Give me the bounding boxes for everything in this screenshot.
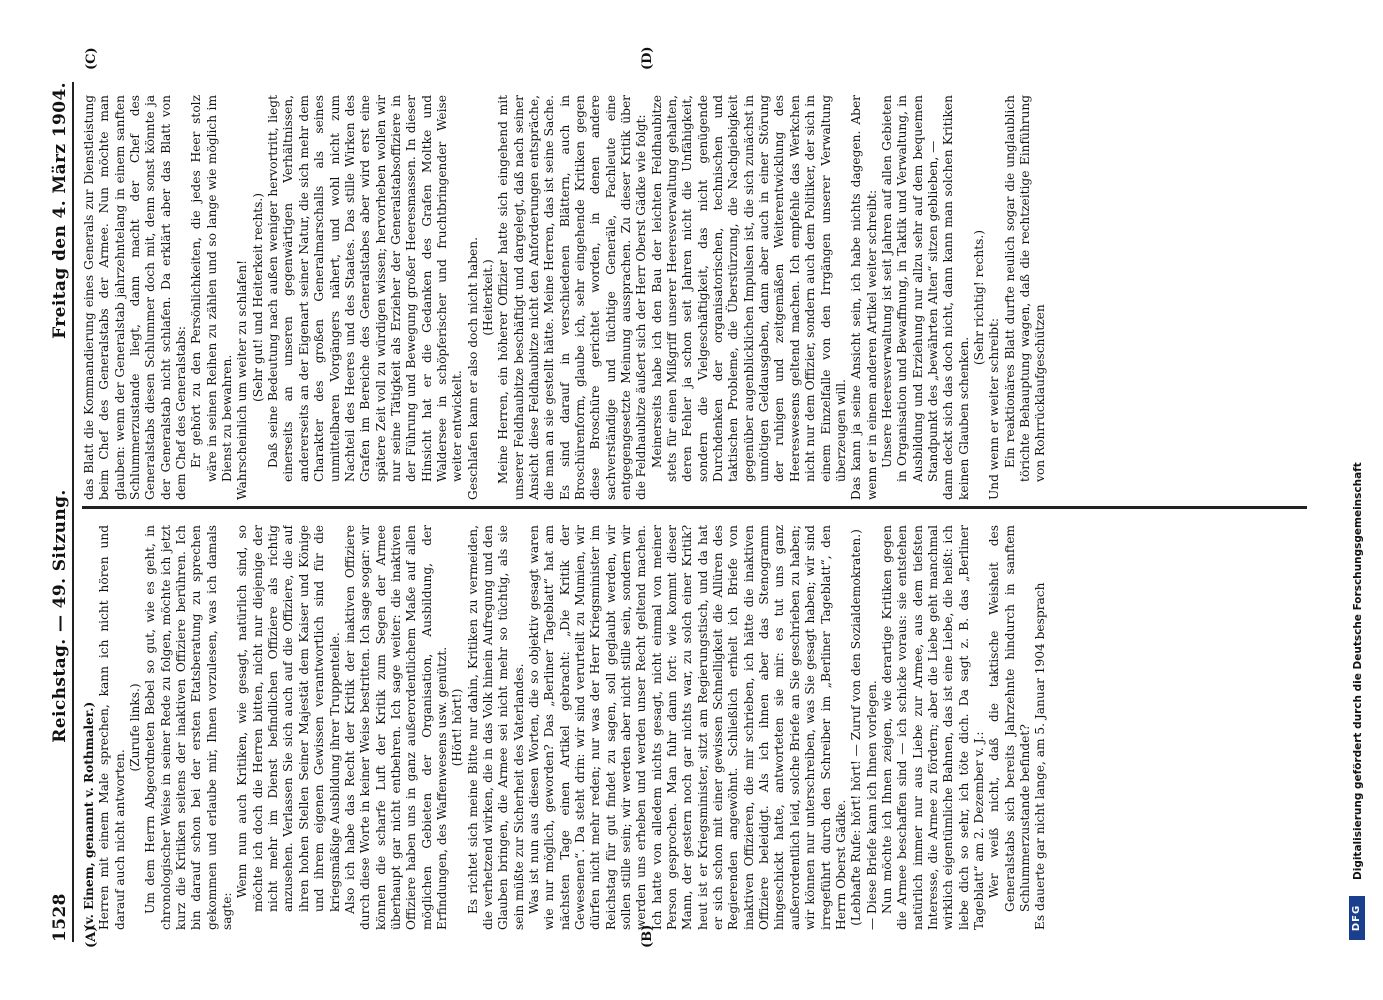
paragraph (1033, 525, 1048, 930)
column-divider (82, 506, 1307, 509)
header-session: Reichstag. — 49. Sitzung. (50, 489, 70, 743)
digitization-credit: Digitalisierung gefördert durch die Deutsche Forschungsgemeinschaft (1352, 462, 1364, 880)
paragraph-text: Nun möchte ich Ihnen zeigen, wie derartige Kritiken gegen die Armee beschaffen sind — ich schicke voraus: sie entstehen natürlich immer nur aus Liebe zur Armee, aus dem tiefsten Interesse, die Armee zu fördern; aber die Liebe geht manchmal wirklich eigentümliche Bahnen, das ist eine Liebe, die heißt: ich liebe dich so sehr, ich töte dich. Da sagt z. B. das „Berliner Tageblatt“ am 2. Dezember v. J.: (879, 525, 986, 930)
paragraph (496, 95, 649, 500)
paragraph (527, 525, 849, 930)
paragraph (251, 95, 266, 500)
paragraph-text: Wahrscheinlich um weiter zu schlafen! (235, 260, 250, 500)
paragraph-text: (Sehr gut! und Heiterkeit rechts.) (250, 193, 265, 402)
paragraph (865, 525, 880, 930)
paragraph (82, 525, 97, 930)
paragraph (97, 525, 128, 930)
paragraph-text: (Hört! hört!) (450, 688, 465, 767)
paragraph (235, 525, 342, 930)
paragraph-text: Geschlafen kann er also doch nicht haben. (465, 237, 480, 500)
paragraph-text: das Blatt die Kommandierung eines Generals zur Dienstleistung beim Chef des Generalstabs der Armee. Nun möchte man glauben: wenn der Generalstab jahrzehntelang in einem sanften Schlummerzustande liegt, dann macht der Chef des Generalstabs diesen Schlummer doch mit, denn sonst könnte ja der Generalstab nicht schlafen. Da erklärt aber das Blatt von dem Chef des Generalstabs: (82, 95, 189, 500)
paragraph-text: Meinerseits habe ich den Bau der leichten Feldhaubitze stets für einen Mißgriff unserer Heeresverwaltung gehalten, deren Fehler ja schon seit Jahren nicht die Unfähigkeit, sondern die Vielgeschäftigkeit, das nicht genügende Durchdenken der organisatorischen, technischen und taktischen Probleme, die Überstürzung, die Nachgiebigkeit gegenüber augenblicklichen Impulsen ist, die sich zunächst in unnötigen Geldausgaben, dann aber auch in einer Störung der ruhigen und zeitgemäßen Weiterentwicklung des Heereswesens geltend machen. Ich empfehle das Werkchen nicht nur dem Offizier, sondern auch dem Politiker, der sich in einem Einzelfalle von den Irrgängen unserer Verwaltung überzeugen will. (649, 95, 848, 482)
paragraph-text: dann deckt sich das doch nicht, dann kann man solchen Kritiken keinen Glauben schenken. (941, 95, 971, 500)
paragraph-text: (Lebhafte Rufe: hört! hört! — Zuruf von den Sozialdemokraten.) (849, 529, 864, 926)
paragraph (466, 95, 481, 500)
margin-marker-a: (A) (84, 925, 99, 948)
paragraph (128, 525, 143, 930)
paragraph-text: (Sehr richtig! rechts.) (971, 229, 986, 366)
paragraph (849, 95, 880, 500)
margin-marker-b: (B) (640, 924, 655, 948)
paragraph (143, 525, 235, 930)
header-date: Freitag den 4. März 1904. (50, 82, 70, 339)
paragraph-text: (Heiterkeit.) (480, 259, 495, 336)
paragraph-text: Ein reaktionäres Blatt durfte neulich sogar die unglaublich törichte Behauptung wagen, daß die rechtzeitige Einführung von Rohrrücklaufgeschützen (1002, 95, 1048, 482)
speaker-name: (v. Einem, genannt v. Rothmaler.) (82, 701, 96, 930)
paragraph (972, 95, 987, 500)
paragraph-text: Es richtet sich meine Bitte nur dahin, Kritiken zu vermeiden, die verhetzend wirken, die in das Volk hinein Aufregung und den Glauben bringen, die Armee sei nicht mehr so tüchtig, als sie sein müßte zur Sicherheit des Vaterlandes. (465, 525, 526, 930)
page-number: 1528 (50, 893, 70, 942)
margin-marker-c: (C) (84, 47, 99, 70)
paragraph (987, 95, 1002, 500)
running-header (50, 82, 72, 942)
paragraph (880, 95, 941, 500)
paragraph (1003, 95, 1049, 500)
dfg-logo: DFG (1349, 896, 1365, 940)
paragraph-text: Daß seine Bedeutung nach außen weniger hervortritt, liegt einerseits an unseren gegenwärtigen Verhältnissen, andererseits an der Eigenart seiner Natur, die sich mehr dem Charakter des großen Generalmarschalls als seines unmittelbaren Vorgängers nähert, und wohl nicht zum Nachteil des Heeres und des Staates. Das stille Wirken des Grafen im Bereiche des Generalstabes aber wird erst eine spätere Zeit voll zu würdigen wissen; hervorheben wollen wir nur seine Tätigkeit als Erzieher der Generalstabsoffiziere in der Führung und Bewegung großer Heeresmassen. In dieser Hinsicht hat er die Gedanken des Grafen Moltke und Waldersee in schöpferischer und fruchtbringender Weise weiter entwickelt. (266, 95, 465, 482)
paragraph (466, 525, 527, 930)
text-column-left (82, 525, 1312, 930)
paragraph (343, 525, 450, 930)
paragraph-text: Und wenn er weiter schreibt: (987, 318, 1002, 500)
paragraph-text: — Diese Briefe kann ich Ihnen vorlegen. (864, 680, 879, 930)
paragraph (650, 95, 849, 500)
paragraph-text: Das kann ja seine Ansicht sein, ich habe nichts dagegen. Aber wenn er in einem anderen Artikel weiter schreibt: (849, 95, 879, 500)
paragraph-text: Was ist nun aus diesen Worten, die so objektiv gesagt waren wie nur möglich, geworden? Das „Berliner Tageblatt“ hat am nächsten Tage einen Artikel gebracht: „Die Kritik der Gewesenen“. Da steht drin: wir sind verurteilt zu Mumien, wir dürfen nicht mehr reden; nur was der Herr Kriegsminister im Reichstag für gut findet zu sagen, soll geglaubt werden, wir sollen stille sein; wir werden aber nicht stille sein, sondern wir werden uns erheben und werden unser Recht geltend machen. Ich hatte von alledem nichts gesagt, nicht einmal von meiner Person gesprochen. Man fuhr dann fort: wie kommt dieser Mann, der gestern noch gar nichts war, zu solch einer Kritik? heut ist er Kriegsminister, sitzt am Regierungstisch, und da hat er sich schon mit einer gewissen Schnelligkeit die Allüren des Regierenden angewöhnt. Schließlich erhielt ich Briefe von inaktiven Offizieren, die mir schrieben, ich hätte die inaktiven Offiziere beleidigt. Als ich ihnen aber das Stenogramm hingeschickt hatte, antworteten sie mir: es tut uns ganz außerordentlich leid, solche Briefe an Sie geschrieben zu haben; wir können nur unterschreiben, was Sie gesagt haben; wir sind irregeführt durch den Schreiber im „Berliner Tageblatt“, den Herrn Oberst Gädke. (526, 525, 848, 930)
paragraph (481, 95, 496, 500)
paragraph (82, 95, 189, 500)
paragraph-text: Also ich habe das Recht der Kritik der inaktiven Offiziere durch diese Worte in keiner Weise bestritten. Ich sage sogar: wir können die scharfe Luft der Kritik zum Segen der Armee überhaupt gar nicht entbehren. Ich sage weiter: die inaktiven Offiziere haben uns in ganz außerordentlichem Maße auf allen möglichen Gebieten der Organisation, Ausbildung, der Erfindungen, des Waffenwesens usw. genützt. (342, 525, 449, 930)
paragraph (450, 525, 465, 930)
paragraph-text: Es dauerte gar nicht lange, am 5. Januar 1904 besprach (1033, 582, 1048, 930)
paragraph (266, 95, 465, 500)
paragraph (987, 525, 1033, 930)
paragraph-text: Unsere Heeresverwaltung ist seit Jahren auf allen Gebieten in Organisation und Bewaffnung, in Taktik und Verwaltung, in Ausbildung und Erziehung nur allzu sehr auf dem bequemen Standpunkt des „bewährten Alten“ sitzen geblieben, — (879, 95, 940, 482)
paragraph (849, 525, 864, 930)
text-column-right (82, 95, 1312, 500)
paragraph-text: Wer weiß nicht, daß die taktische Weisheit des Generalstabs sich bereits Jahrzehnte hindurch in sanftem Schlummerzustande befindet? (987, 525, 1032, 912)
paragraph (941, 95, 972, 500)
paragraph-text: Wenn nun auch Kritiken, wie gesagt, natürlich sind, so möchte ich doch die Herren bitten, nicht nur diejenige der nicht mehr im Dienst befindlichen Offiziere als richtig anzusehen. Verlassen Sie sich auch auf die Offiziere, die auf ihren hohen Stellen Seiner Majestät dem Kaiser und Könige und ihrem eigenen Gewissen verantwortlich sind für die kriegsmäßige Ausbildung ihrer Truppenteile. (235, 525, 342, 912)
header-rule (72, 82, 74, 942)
paragraph-text: Um dem Herrn Abgeordneten Bebel so gut, wie es geht, in chronologischer Weise in seiner Rede zu folgen, möchte ich jetzt kurz die Kritiken seitens der inaktiven Offiziere berühren. Ich bin darauf schon bei der ersten Etatsberatung zu sprechen gekommen und erlaube mir, Ihnen vorzulesen, was ich damals sagte: (143, 525, 235, 930)
paragraph (235, 95, 250, 500)
margin-marker-d: (D) (640, 46, 655, 70)
paragraph-text: Meine Herren, ein höherer Offizier hatte sich eingehend mit unserer Feldhaubitze beschäftigt und dargelegt, daß nach seiner Ansicht diese Feldhaubitze nicht den Anforderungen entspräche, die man an sie gestellt hätte. Meine Herren, das ist seine Sache. Es sind darauf in verschiedenen Blättern, auch in Broschürenform, glaube ich, sehr eingehende Kritiken gegen diese Broschüre gerichtet worden, in denen andere sachverständige und tüchtige Generäle, Fachleute eine entgegengesetzte Meinung aussprachen. Zu dieser Kritik über die Feldhaubitze äußert sich der Herr Oberst Gädke wie folgt: (496, 95, 649, 500)
paragraph (189, 95, 235, 500)
paragraph-text: Herren mit einem Male sprechen, kann ich nicht hören und darauf auch nicht antworten. (97, 525, 127, 930)
paragraph (880, 525, 987, 930)
paragraph-text: (Zurufe links.) (128, 683, 143, 772)
paragraph-text: Er gehört zu den Persönlichkeiten, die jedes Heer stolz wäre in seinen Reihen zu zählen und so lange wie möglich im Dienst zu bewahren. (189, 95, 235, 482)
